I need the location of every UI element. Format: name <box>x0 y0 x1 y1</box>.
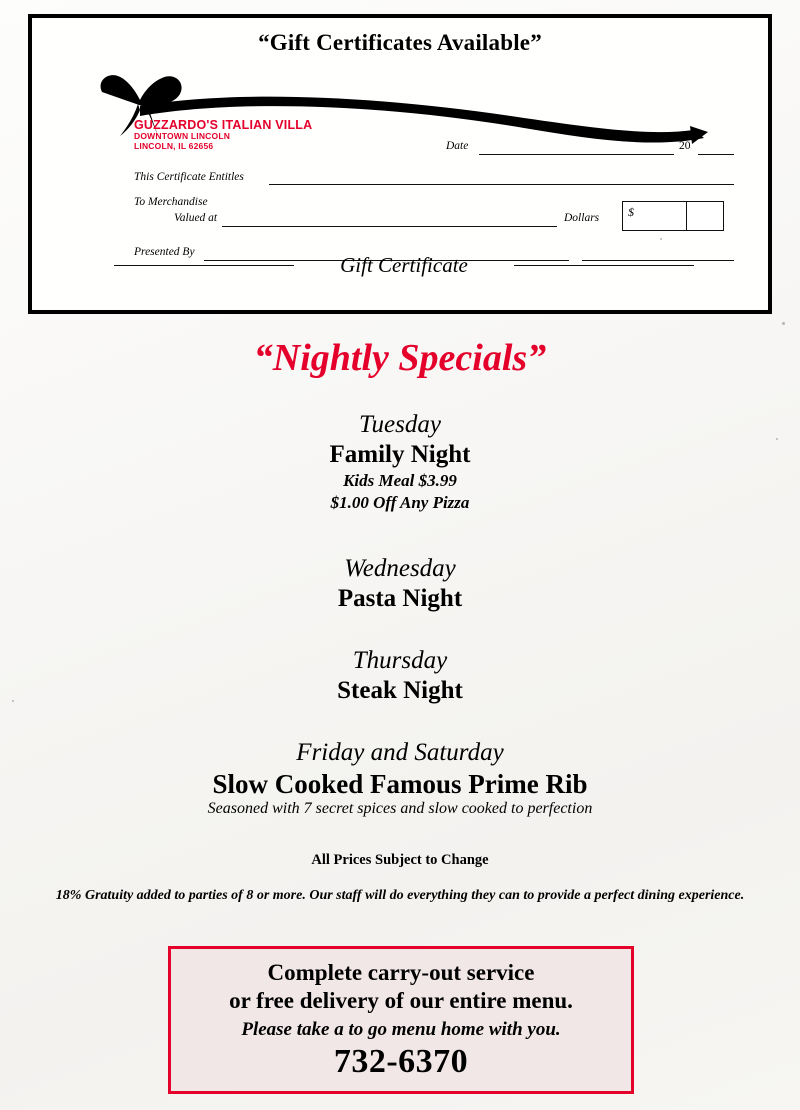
date-label: Date <box>446 140 469 152</box>
date-rule <box>479 154 674 155</box>
scan-speck <box>782 322 785 325</box>
special-name-label: Pasta Night <box>337 584 463 612</box>
entitles-label: This Certificate Entitles <box>134 171 244 183</box>
presented-by-label: Presented By <box>134 246 195 258</box>
gratuity-note: 18% Gratuity added to parties of 8 or more. Our staff will do everything they can to provide a perfect dining experience. <box>55 888 745 903</box>
valued-at-label: Valued at <box>174 212 218 224</box>
dollar-sign: $ <box>628 205 634 219</box>
dollars-label: Dollars <box>564 212 600 224</box>
special-tuesday <box>0 410 800 514</box>
special-wednesday <box>0 554 800 614</box>
special-day-label: Friday and Saturday <box>296 739 504 766</box>
entitles-rule <box>269 184 734 185</box>
carryout-line-2: or free delivery of our entire menu. <box>229 988 573 1014</box>
special-day-label: Tuesday <box>359 411 441 438</box>
special-day-label: Thursday <box>352 647 448 674</box>
special-description: Seasoned with 7 secret spices and slow cooked to perfection <box>207 799 593 817</box>
special-day-label: Wednesday <box>344 555 456 582</box>
merchandise-label: To Merchandise <box>134 196 208 208</box>
business-zip: LINCOLN, IL 62656 <box>134 141 214 152</box>
phone-number[interactable]: 732-6370 <box>333 1043 469 1081</box>
year-rule <box>698 154 734 155</box>
special-note-1: Kids Meal $3.99 <box>343 470 457 490</box>
special-name-label: Family Night <box>329 440 471 468</box>
business-name: GUZZARDO'S ITALIAN VILLA <box>134 118 313 132</box>
gift-certificate-footer: Gift Certificate <box>340 253 468 277</box>
scan-speck <box>776 438 778 440</box>
business-city: DOWNTOWN LINCOLN <box>134 131 231 142</box>
scan-speck <box>660 238 662 240</box>
carryout-line-3: Please take a to go menu home with you. <box>241 1019 561 1041</box>
amount-box-divider <box>686 202 687 230</box>
special-name-label: Steak Night <box>337 676 463 704</box>
valued-at-rule <box>222 226 557 227</box>
special-thursday <box>0 646 800 706</box>
gift-certificate-panel <box>28 14 772 314</box>
carryout-line-1: Complete carry-out service <box>267 960 535 985</box>
special-name-label: Slow Cooked Famous Prime Rib <box>212 768 588 799</box>
gift-certificate-title: “Gift Certificates Available” <box>258 30 542 55</box>
special-note-2: $1.00 Off Any Pizza <box>330 492 470 512</box>
year-label: 20 <box>679 140 691 152</box>
prices-subject-to-change-note: All Prices Subject to Change <box>311 852 489 868</box>
carryout-panel <box>168 946 634 1094</box>
business-address-block <box>134 118 374 152</box>
gift-certificate-body <box>94 70 714 286</box>
amount-box[interactable] <box>622 201 724 231</box>
nightly-specials-heading: “Nightly Specials” <box>253 337 547 379</box>
scan-speck <box>12 700 14 702</box>
special-friday-saturday <box>0 738 800 818</box>
